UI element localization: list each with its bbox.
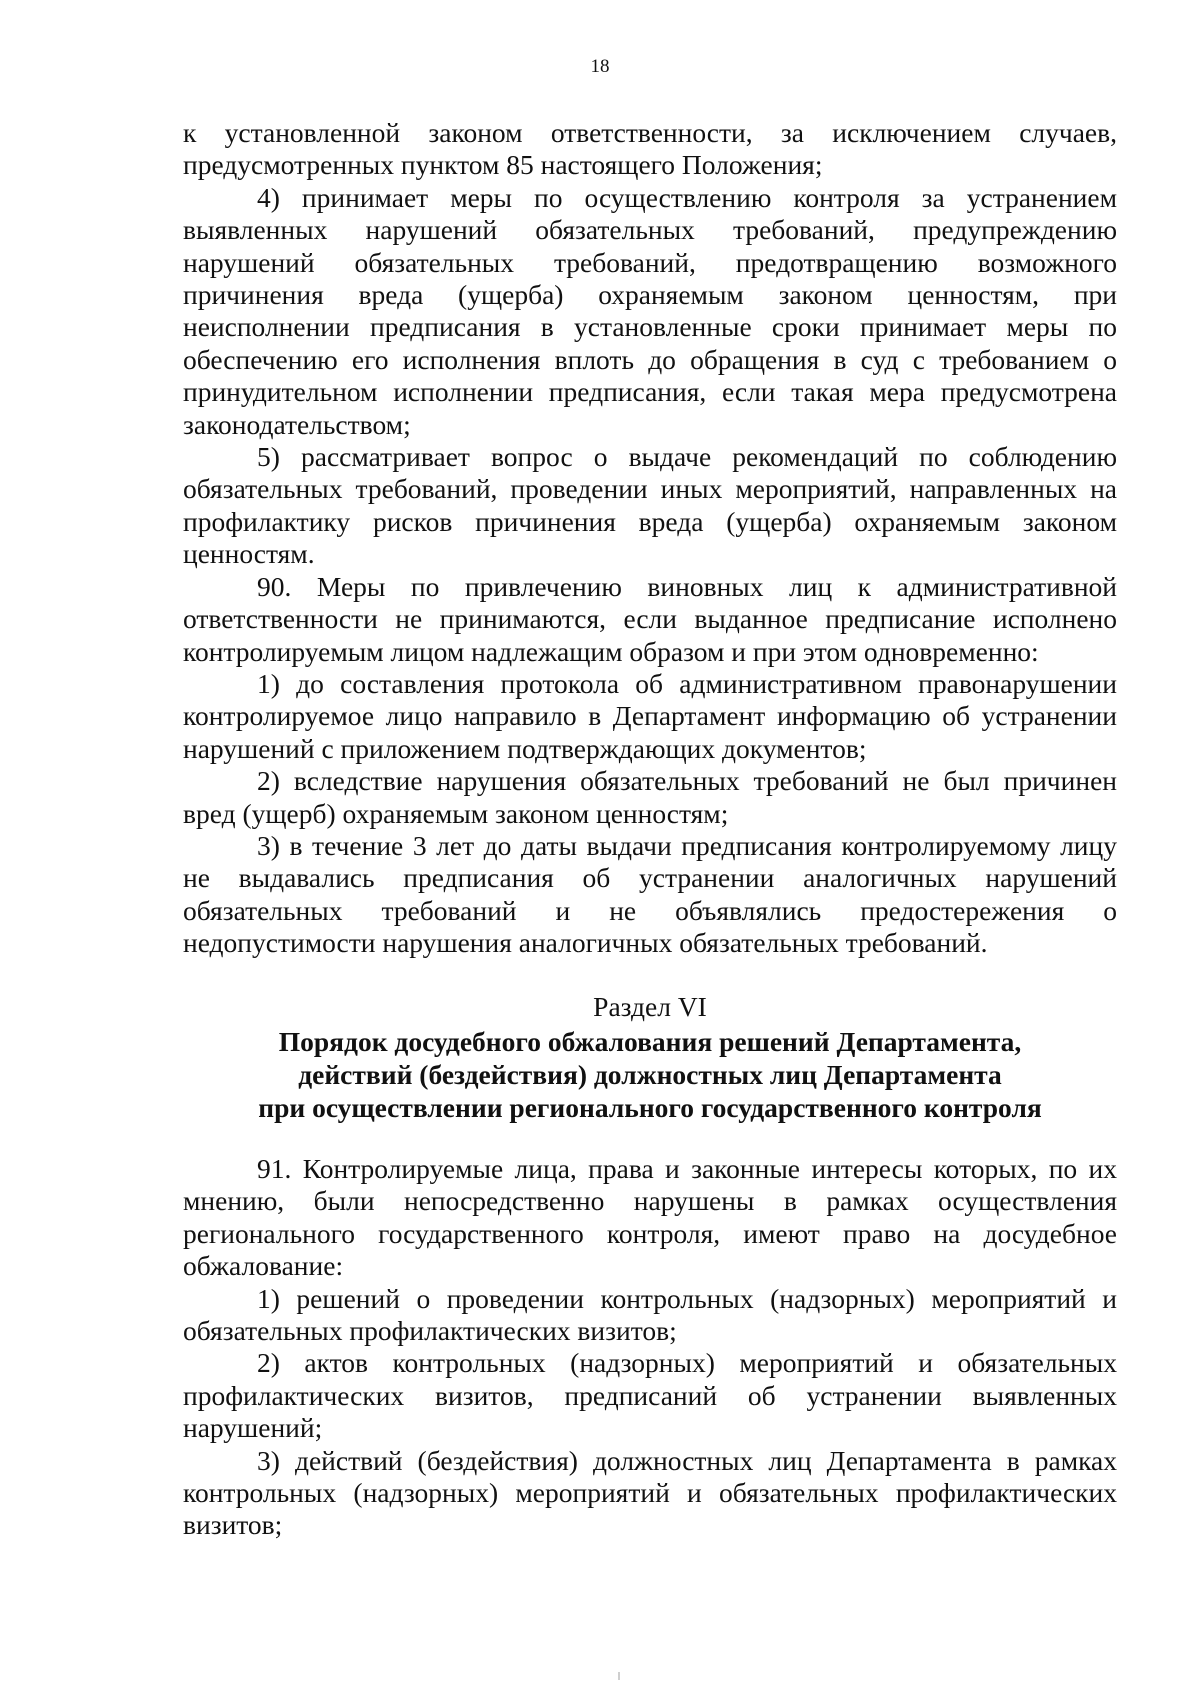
paragraph-clause-90: 90. Меры по привлечению виновных лиц к административной ответственности не принимаются, если выданное предписание исполнено контролируемым лицом надлежащим образом и при этом одновременно: [183,570,1117,667]
section-label: Раздел VI [593,991,707,1022]
body-text-bottom [183,1153,1117,1542]
paragraph-item-4: 4) принимает меры по осуществлению контроля за устранением выявленных нарушений обязательных требований, предупреждению нарушений обязательных требований, предотвращению возможного причинения вреда (ущерба) охраняемым законом ценностям, при неисполнении предписания в установленные сроки принимает меры по обеспечению его исполнения вплоть до обращения в суд с требованием о принудительном исполнении предписания, если такая мера предусмотрена законодательством; [183,181,1117,440]
paragraph-clause-91-item-3: 3) действий (бездействия) должностных лиц Департамента в рамках контрольных (надзорных) мероприятий и обязательных профилактических визитов; [183,1444,1117,1541]
section-title-line: действий (бездействия) должностных лиц Департамента [298,1059,1002,1090]
page-number: 18 [590,56,610,77]
section-heading [183,990,1117,1124]
paragraph-continuation: к установленной законом ответственности, за исключением случаев, предусмотренных пунктом 85 настоящего Положения; [183,117,1117,181]
paragraph-clause-90-item-2: 2) вследствие нарушения обязательных требований не был причинен вред (ущерб) охраняемым законом ценностям; [183,765,1117,829]
body-text-top [183,117,1117,960]
paragraph-item-5: 5) рассматривает вопрос о выдаче рекомендаций по соблюдению обязательных требований, проведении иных мероприятий, направленных на профилактику рисков причинения вреда (ущерба) охраняемым законом ценностям. [183,441,1117,570]
paragraph-clause-91-item-2: 2) актов контрольных (надзорных) мероприятий и обязательных профилактических визитов, предписаний об устранении выявленных нарушений; [183,1347,1117,1444]
paragraph-clause-90-item-1: 1) до составления протокола об административном правонарушении контролируемое лицо направило в Департамент информацию об устранении нарушений с приложением подтверждающих документов; [183,667,1117,764]
section-title [183,1025,1117,1124]
section-title-line: Порядок досудебного обжалования решений Департамента, [278,1026,1022,1057]
paragraph-clause-91: 91. Контролируемые лица, права и законные интересы которых, по их мнению, были непосредственно нарушены в рамках осуществления регионального государственного контроля, имеют право на досудебное обжалование: [183,1153,1117,1282]
scan-artifact [618,1672,620,1680]
section-title-line: при осуществлении регионального государственного контроля [258,1092,1042,1123]
paragraph-clause-91-item-1: 1) решений о проведении контрольных (надзорных) мероприятий и обязательных профилактических визитов; [183,1282,1117,1347]
paragraph-clause-90-item-3: 3) в течение 3 лет до даты выдачи предписания контролируемому лицу не выдавались предписания об устранении аналогичных нарушений обязательных требований и не объявлялись предостережения о недопустимости нарушения аналогичных обязательных требований. [183,829,1117,959]
